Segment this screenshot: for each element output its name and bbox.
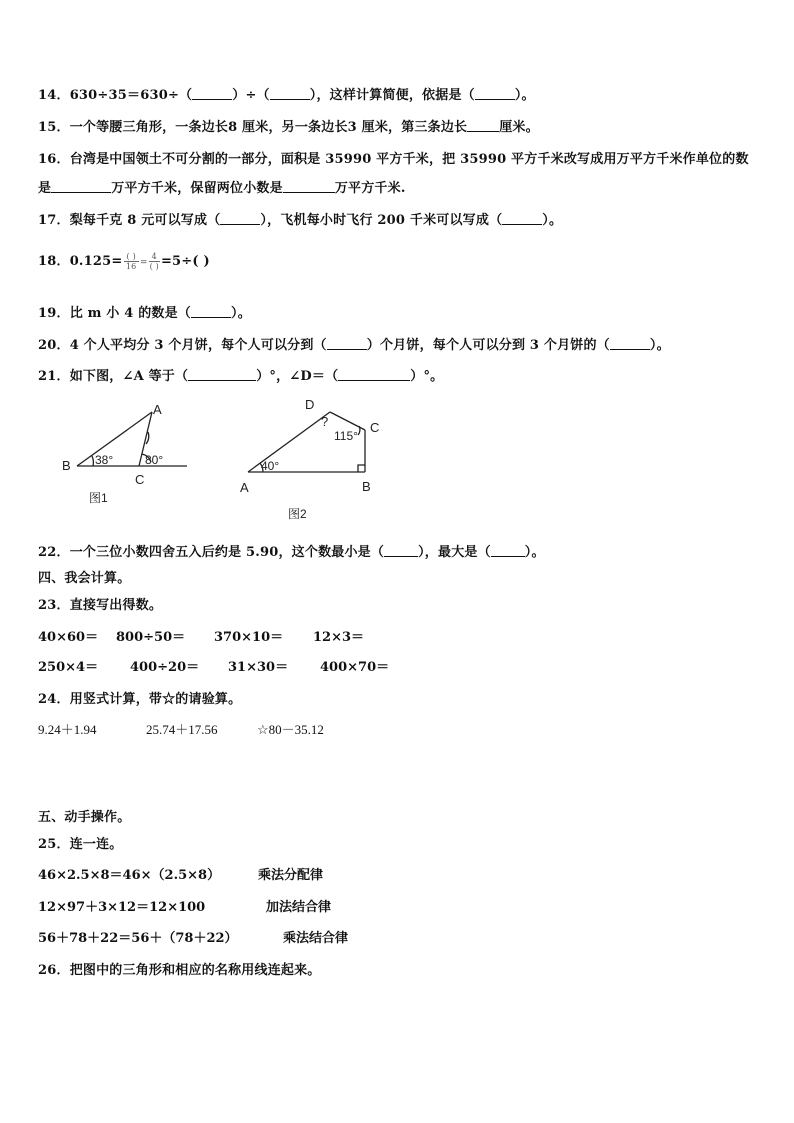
question-21: 21．如下图，∠A 等于（ ）°，∠D＝（ ）°。 [38,369,444,384]
matching-right-item[interactable]: 乘法分配律 [258,868,324,883]
vertex-c-label: C [370,420,380,435]
question-20: 20．4 个人平均分 3 个月饼，每个人可以分到（ ）个月饼，每个人可以分到 3 个月饼的（ ）。 [38,338,670,353]
vertex-d-label: D [305,397,315,412]
angle-c-label: 80° [145,453,164,467]
question-23-title: 23．直接写出得数。 [38,598,163,613]
answer-blank[interactable] [220,212,260,225]
calc-item: 400×70＝ [320,660,390,675]
question-22: 22．一个三位小数四舍五入后约是 5.90，这个数最小是（ ），最大是（ ）。 [38,545,545,560]
vertical-calc-item: 25.74＋17.56 [146,722,218,737]
vertical-calc-item: 9.24＋1.94 [38,722,97,737]
answer-blank[interactable] [188,368,256,381]
question-16-line1: 16．台湾是中国领土不可分割的一部分，面积是 35990 平方千米，把 35990 平方千米改写成用万平方千米作单位的数 [38,152,749,167]
answer-blank[interactable] [270,87,310,100]
answer-blank[interactable] [610,337,650,350]
fraction-2: $\frac{4}{( )}$ [149,252,159,271]
question-26-title: 26．把图中的三角形和相应的名称用线连起来。 [38,963,321,978]
calc-item: 250×4＝ [38,660,99,675]
answer-blank[interactable] [283,180,335,193]
answer-blank[interactable] [338,368,410,381]
figure-caption: 图1 [89,491,108,505]
question-18: 18．0.125= $\frac{( )}{16}$ = $\frac{4}{( )}$ =5÷( ) [38,252,210,271]
answer-blank[interactable] [467,119,499,132]
matching-left-item[interactable]: 46×2.5×8＝46×（2.5×8） [38,868,221,883]
answer-blank[interactable] [192,87,232,100]
vertex-a-label: A [153,402,162,417]
vertical-calc-item: ☆80－35.12 [257,722,324,737]
answer-blank[interactable] [384,544,418,557]
question-25-title: 25．连一连。 [38,837,123,852]
answer-blank[interactable] [475,87,515,100]
answer-blank[interactable] [502,212,542,225]
section-5-heading: 五、动手操作。 [38,810,131,825]
fraction-1: $\frac{( )}{16}$ [124,252,139,271]
angle-c-label: 115° [334,429,358,443]
angle-b-label: 38° [95,453,114,467]
matching-left-item[interactable]: 12×97＋3×12＝12×100 [38,900,206,915]
figure-caption: 图2 [288,507,307,521]
question-15: 15．一个等腰三角形，一条边长8 厘米，另一条边长3 厘米，第三条边长 厘米。 [38,120,539,135]
answer-blank[interactable] [191,305,231,318]
matching-left-item[interactable]: 56＋78＋22＝56＋（78＋22） [38,931,238,946]
vertex-c-label: C [135,472,145,487]
vertex-a-label: A [240,480,249,495]
question-17: 17．梨每千克 8 元可以写成（ ），飞机每小时飞行 200 千米可以写成（ ）。 [38,213,563,228]
angle-a-label: 40° [261,459,280,473]
calc-item: 800÷50＝ [116,630,186,645]
question-19: 19．比 m 小 4 的数是（ ）。 [38,306,251,321]
question-16-line2: 是 万平方千米，保留两位小数是 万平方千米. [38,181,406,196]
matching-right-item[interactable]: 乘法结合律 [283,931,349,946]
vertex-b-label: B [362,479,371,494]
answer-blank[interactable] [327,337,367,350]
answer-blank[interactable] [491,544,525,557]
figure-1-triangle [55,398,200,510]
question-24-title: 24．用竖式计算，带☆的请验算。 [38,692,242,707]
question-14: 14．630÷35＝630÷（ ）÷（ ），这样计算简便，依据是（ ）。 [38,88,535,103]
section-4-heading: 四、我会计算。 [38,571,131,586]
answer-blank[interactable] [51,180,111,193]
figure-2-trapezoid [232,392,392,524]
calc-item: 370×10＝ [214,630,284,645]
calc-item: 12×3＝ [313,630,365,645]
vertex-b-label: B [62,458,71,473]
calc-item: 400÷20＝ [130,660,200,675]
matching-right-item[interactable]: 加法结合律 [266,900,332,915]
angle-d-label: ? [321,414,329,429]
calc-item: 31×30＝ [228,660,289,675]
calc-item: 40×60＝ [38,630,99,645]
